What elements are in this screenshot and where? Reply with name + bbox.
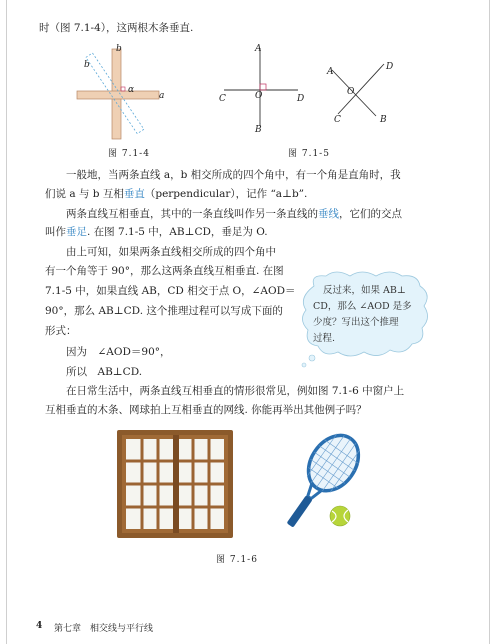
term-perpendicular-line: 垂线: [318, 208, 339, 220]
chapter-title: 第七章 相交线与平行线: [54, 624, 154, 634]
para3-line1: 由上可知，如果两条直线相交所成的四个角中: [66, 246, 276, 258]
reasoning-therefore: 所以 AB⊥CD.: [66, 366, 143, 378]
para3-line2: 有一个角等于 90°，那么这两条直线互相垂直. 在图: [45, 265, 284, 277]
term-perpendicular: 垂直: [123, 188, 145, 200]
page-number: 4: [36, 621, 43, 631]
fig5-label-A: A: [255, 44, 262, 54]
top-line: 时（图 7.1-4），这两根木条垂直.: [39, 22, 194, 34]
bubble-line4: 过程.: [313, 333, 336, 344]
fig5-label-C: C: [219, 94, 226, 104]
caption-fig-7-1-6: 图 7.1-6: [216, 555, 258, 565]
figure-7-1-5-oblique: [326, 56, 426, 156]
bubble-line2: CD，那么 ∠AOD 是多: [313, 301, 412, 312]
para3-line4: 90°，那么 AB⊥CD. 这个推理过程可以写成下面的: [45, 305, 283, 317]
term-foot: 垂足: [66, 226, 87, 238]
para3-line3: 7.1-5 中，如果直线 AB，CD 相交于点 O，∠AOD＝: [45, 285, 296, 297]
para1-line2: 们说 a 与 b 互相垂直（perpendicular），记作 “a⊥b”.: [45, 188, 308, 200]
tennis-ball-icon: [329, 505, 353, 529]
caption-fig-7-1-5: 图 7.1-5: [288, 149, 330, 159]
fig4-label-b-top: b: [116, 44, 122, 54]
para2-line1: 两条直线互相垂直，其中的一条直线叫作另一条直线的垂线，它们的交点: [66, 208, 402, 220]
fig5-label-D: D: [297, 94, 305, 104]
tennis-racket-illustration: [268, 428, 378, 538]
fig4-label-alpha: α: [128, 85, 135, 95]
wood-strip-a-horizontal: [77, 91, 159, 99]
fig5b-label-O: O: [347, 87, 355, 97]
fig5-label-O: O: [255, 91, 263, 101]
para2-line2: 叫作垂足. 在图 7.1-5 中，AB⊥CD，垂足为 O.: [45, 226, 268, 238]
para3-line5: 形式：: [45, 325, 77, 337]
para4-line1: 在日常生活中，两条直线互相垂直的情形很常见，例如图 7.1-6 中窗户上: [66, 385, 405, 397]
fig5b-label-D: D: [386, 62, 394, 72]
fig4-label-b-left: b: [84, 60, 90, 70]
fig5b-label-A: A: [327, 67, 334, 77]
fig5b-label-C: C: [334, 115, 341, 125]
bubble-line1: 反过来，如果 AB⊥: [323, 285, 406, 296]
bubble-line3: 少度？写出这个推理: [313, 317, 399, 328]
caption-fig-7-1-4: 图 7.1-4: [108, 149, 150, 159]
fig4-label-a: a: [159, 91, 165, 101]
para1-line1: 一般地，当两条直线 a，b 相交所成的四个角中，有一个角是直角时，我: [66, 169, 401, 181]
reasoning-because: 因为 ∠AOD＝90°，: [66, 346, 171, 358]
window-illustration: [117, 430, 237, 540]
fig5-label-B: B: [255, 125, 262, 135]
para4-line2: 互相垂直的木条、网球拍上互相垂直的网线. 你能再举出其他例子吗？: [45, 404, 367, 416]
fig5b-label-B: B: [380, 115, 387, 125]
